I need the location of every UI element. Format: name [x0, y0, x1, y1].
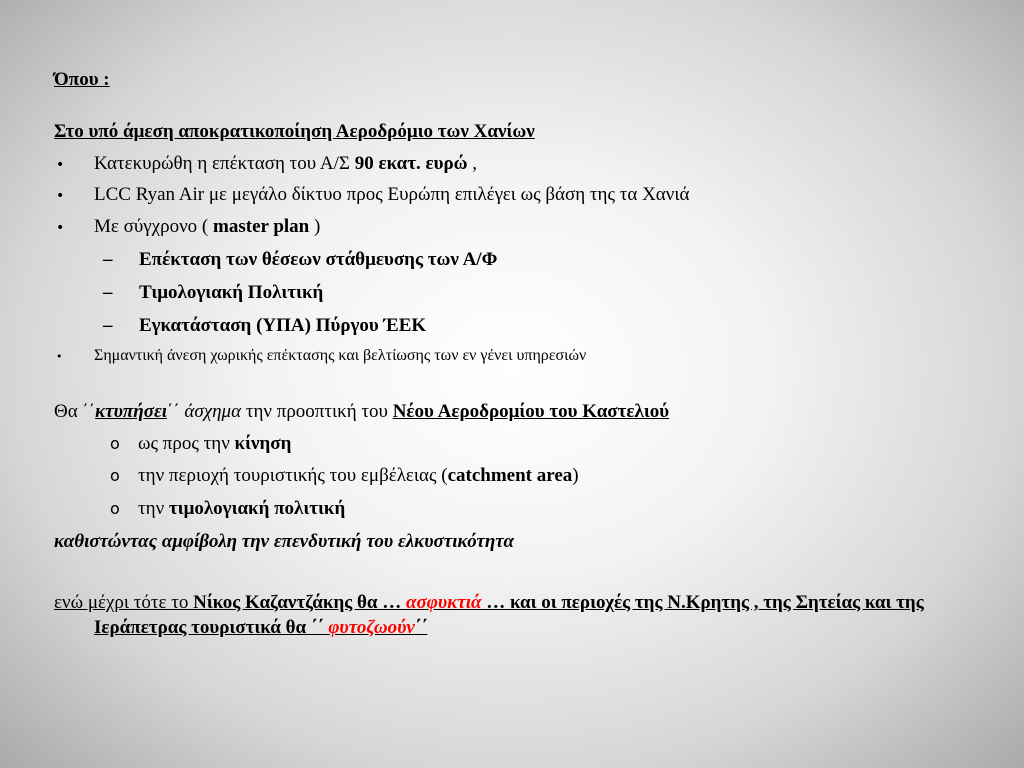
sub-item — [103, 248, 497, 272]
circle-bullet-icon: o — [110, 499, 120, 518]
para-prefix: Θα ΄΄ — [54, 401, 96, 422]
o-item-text: την — [138, 498, 169, 519]
bullet-text: Κατεκυρώθη η επέκταση του Α/Σ — [94, 153, 355, 174]
o-list-item — [110, 464, 579, 488]
dash-icon: – — [103, 315, 113, 336]
o-list-item — [110, 497, 345, 521]
paragraph-impact — [54, 400, 669, 424]
para-text: την προοπτική του — [241, 401, 393, 422]
para-mid: ΄΄ — [167, 401, 185, 422]
bullet-icon: • — [56, 188, 65, 204]
bullet-bold: 90 εκατ. ευρώ — [354, 153, 468, 174]
para-italic: άσχημα — [184, 401, 242, 422]
sub-item-text: Επέκταση των θέσεων στάθμευσης των Α/Φ — [139, 249, 498, 270]
circle-bullet-icon: o — [110, 466, 120, 485]
sub-item — [103, 314, 426, 338]
bullet-item — [56, 183, 689, 208]
para-emphasis: κτυπήσει — [95, 401, 168, 422]
o-item-text: ως προς την — [138, 433, 235, 454]
bullet-icon: • — [56, 220, 65, 236]
bullet-after: ) — [309, 216, 321, 237]
o-item-bold: τιμολογιακή πολιτική — [168, 498, 346, 519]
sub-item-text: Εγκατάσταση (ΥΠΑ) Πύργου ΈΕΚ — [139, 315, 427, 336]
dash-icon: – — [103, 282, 113, 303]
bullet-after: , — [467, 153, 478, 174]
new-airport-name: Νέου Αεροδρομίου του Καστελιού — [392, 401, 670, 422]
final-paragraph — [54, 590, 1004, 640]
sub-item — [103, 281, 323, 305]
small-bullet-item — [56, 344, 586, 369]
dash-icon: – — [103, 249, 113, 270]
final-red-word-2: φυτοζωούν — [328, 617, 415, 638]
bullet-item — [56, 215, 320, 240]
o-item-text: την περιοχή τουριστικής του εμβέλειας ( — [138, 465, 448, 486]
o-item-after: ) — [572, 465, 579, 486]
bullet-bold: master plan — [213, 216, 310, 237]
conclusion: καθιστώντας αμφίβολη την επενδυτική του ελκυστικότητα — [54, 531, 514, 552]
bullet-icon: • — [56, 350, 63, 363]
bullet-item — [56, 152, 477, 177]
heading: Όπου : — [54, 69, 110, 90]
sub-item-text: Τιμολογιακή Πολιτική — [139, 282, 324, 303]
bullet-icon: • — [56, 157, 65, 173]
bullet-text: LCC Ryan Air με μεγάλο δίκτυο προς Ευρώπη επιλέγει ως βάση της τα Χανιά — [94, 184, 690, 205]
final-part4: ΄΄ — [414, 617, 428, 638]
final-part3: … και οι περιοχές της Ν.Κρητης , της Σητείας και της Ιεράπετρας τουριστικά θα ΄΄ — [94, 592, 924, 638]
section-title: Στο υπό άμεση αποκρατικοποίηση Αεροδρόμιο των Χανίων — [54, 121, 535, 142]
o-list-item — [110, 432, 291, 456]
o-item-bold: catchment area — [447, 465, 573, 486]
final-red-word-1: ασφυκτιά — [406, 592, 482, 613]
circle-bullet-icon: o — [110, 434, 120, 453]
o-item-bold: κίνηση — [234, 433, 292, 454]
small-bullet-text: Σημαντική άνεση χωρικής επέκτασης και βελτίωσης των εν γένει υπηρεσιών — [94, 347, 587, 364]
final-part2: Νίκος Καζαντζάκης θα … — [193, 592, 407, 613]
final-part1: ενώ μέχρι τότε το — [54, 592, 194, 613]
bullet-text: Με σύγχρονο ( — [94, 216, 214, 237]
